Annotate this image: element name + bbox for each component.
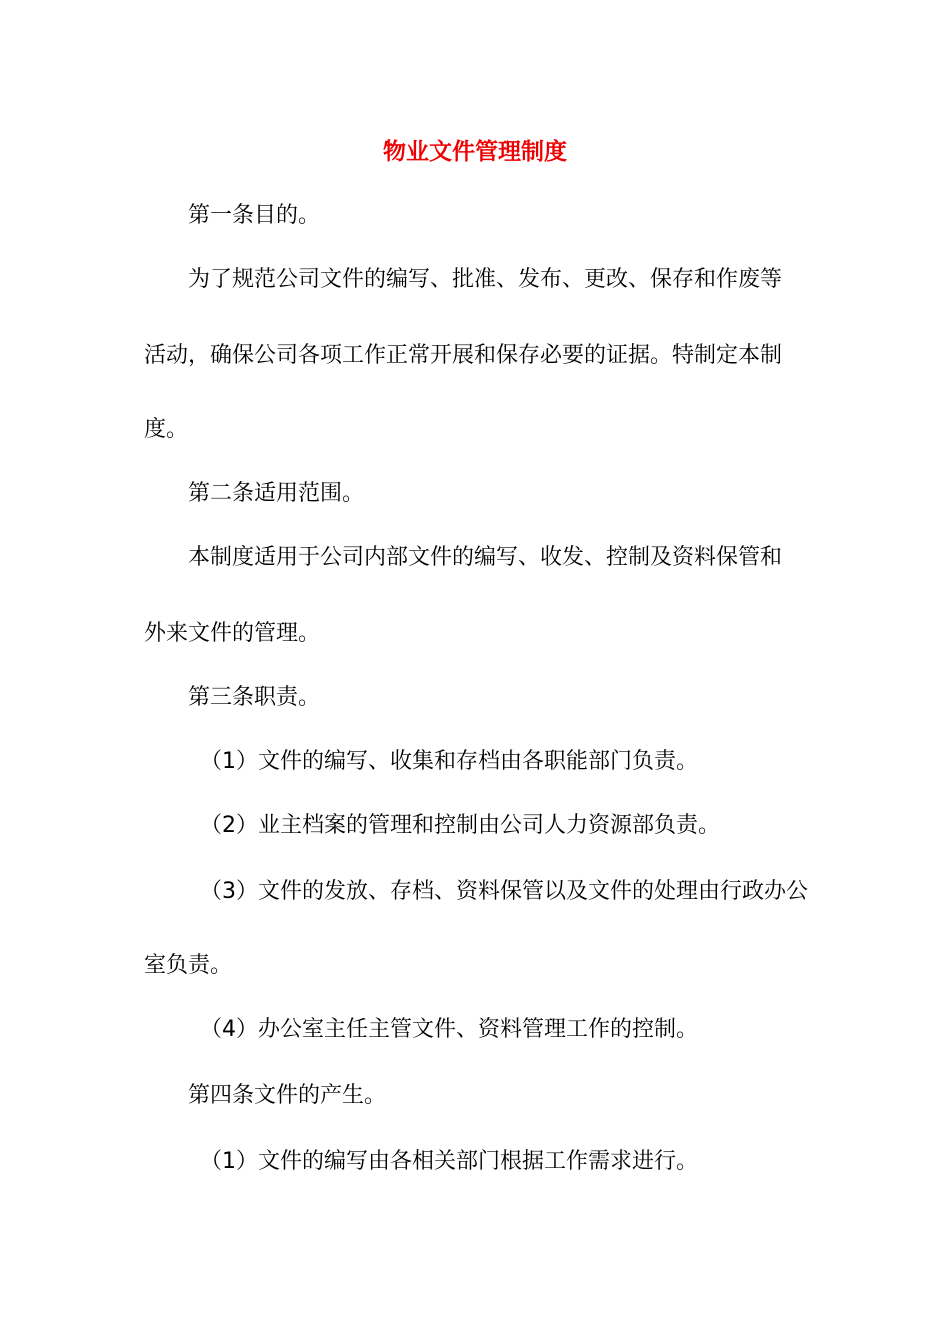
- article-3-item-2: （2）业主档案的管理和控制由公司人力资源部负责。: [200, 813, 720, 838]
- article-3-heading: 第三条职责。: [188, 685, 321, 710]
- article-1-text-line-1: 为了规范公司文件的编写、批准、发布、更改、保存和作废等: [188, 267, 783, 292]
- article-1-text-line-3: 度。: [144, 417, 189, 442]
- article-4-heading: 第四条文件的产生。: [188, 1083, 387, 1108]
- article-4-item-1: （1）文件的编写由各相关部门根据工作需求进行。: [200, 1149, 698, 1174]
- article-2-heading: 第二条适用范围。: [188, 481, 365, 506]
- article-3-item-3-line-2: 室负责。: [144, 953, 233, 978]
- document-title: 物业文件管理制度: [383, 139, 567, 165]
- article-1-heading: 第一条目的。: [188, 203, 321, 228]
- article-2-text-line-2: 外来文件的管理。: [144, 621, 321, 646]
- article-3-item-4: （4）办公室主任主管文件、资料管理工作的控制。: [200, 1017, 698, 1042]
- article-3-item-1: （1）文件的编写、收集和存档由各职能部门负责。: [200, 749, 698, 774]
- article-2-text-line-1: 本制度适用于公司内部文件的编写、收发、控制及资料保管和: [188, 545, 783, 570]
- article-3-item-3-line-1: （3）文件的发放、存档、资料保管以及文件的处理由行政办公: [200, 879, 808, 904]
- article-1-text-line-2: 活动，确保公司各项工作正常开展和保存必要的证据。特制定本制: [144, 343, 783, 368]
